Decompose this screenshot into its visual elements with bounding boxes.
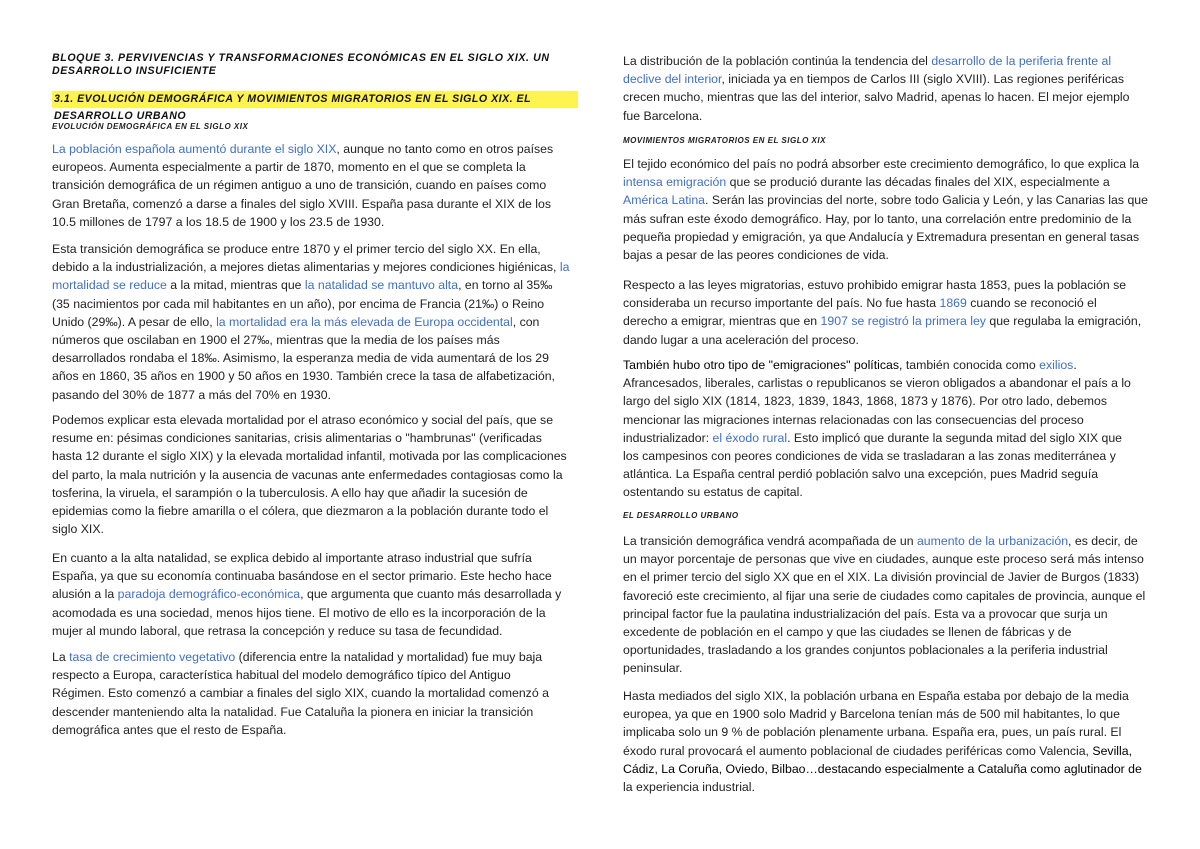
highlight-1869: 1869 [939, 296, 967, 311]
text: En cuanto a la alta natalidad, se explica debido al importante atraso industrial que sufría España, ya que su economía continuaba basándose en el sector primario. Este hecho hace alusión a la [52, 551, 552, 602]
paragraph-population-growth [52, 140, 566, 231]
text: , aunque no tanto como en otros países europeos. Aumenta especialmente a partir de 1870, momento en el que se completa la transición demográfica de un régimen antiguo a uno de transición, cuando en países como Gran Bretaña, comenzó a darse a finales del siglo XVIII. España pasa durante el XIX de los 10.5 millones de 1797 a los 18.5 de 1900 y los 23.5 de 1930. [52, 142, 554, 229]
paragraph-urbanization [623, 532, 1149, 678]
text: que regulaba la emigración, dando lugar a una aceleración del proceso. [623, 314, 1142, 347]
paragraph-high-natality [52, 549, 568, 640]
text: Podemos explicar esta elevada mortalidad por el atraso económico y social del país, que se resume en: pésimas condiciones sanitarias, crisis alimentarias o "hambrunas" (verificadas hasta 12 durante el siglo XIX) y la elevada mortalidad infantil, motivada por las complicaciones del parto, la mala nutrición y la ausencia de vacunas ante enfermedades contagiosas como la tosferina, la viruela, el sarampión o la tuberculosis. A ello hay que añadir la sucesión de epidemias como la fiebre amarilla o el cólera, que diezmaron a la población durante todo el siglo XIX. [52, 413, 567, 537]
text: , que argumenta que cuanto más desarrollada y acomodada es una sociedad, menos hijos tiene. El motivo de ello es la incorporación de la mujer al mundo laboral, que retrasa la concepción y reduce su tasa de fecundidad. [52, 587, 562, 638]
text: , iniciada ya en tiempos de Carlos III (siglo XVIII). Las regiones periféricas crecen mucho, mientras que las del interior, salvo Madrid, apenas lo hacen. El mejor ejemplo fue Barcelona. [623, 72, 1130, 123]
section-heading-highlighted: 3.1. EVOLUCIÓN DEMOGRÁFICA Y MOVIMIENTOS MIGRATORIOS EN EL SIGLO XIX. EL DESARROLLO URBANO [52, 91, 578, 108]
text: Sevilla, Cádiz, La Coruña, Oviedo, Bilbao…destacando especialmente a Cataluña como aglutinador de [623, 743, 1142, 776]
text: La [52, 650, 70, 664]
subheading-migratory-movements: MOVIMIENTOS MIGRATORIOS EN EL SIGLO XIX [623, 136, 826, 145]
highlight-urbanization-increase: aumento de la urbanización [916, 534, 1069, 548]
text: que se produció durante las décadas finales del XIX, especialmente a [726, 175, 1110, 190]
document-title: BLOQUE 3. PERVIVENCIAS Y TRANSFORMACIONES ECONÓMICAS EN EL SIGLO XIX. UN DESARROLLO INSUFICIENTE [52, 52, 550, 77]
highlight-periphery-development: desarrollo de la periferia frente al declive del interior [623, 54, 1112, 87]
highlight-vegetative-rate: tasa de crecimiento vegetativo [69, 650, 236, 664]
text: también conocida como [902, 358, 1040, 372]
highlight-population-increase: La población española aumentó durante el siglo XIX [52, 142, 337, 156]
text: cuando se reconoció el derecho a emigrar, mientras que en [623, 296, 1097, 329]
text: la experiencia industrial. [623, 780, 755, 795]
text: Respecto a las leyes migratorias, estuvo prohibido emigrar hasta 1853, pues la población se consideraba un recurso importante del país. No fue hasta [623, 278, 1127, 311]
highlight-highest-mortality: la mortalidad era la más elevada de Europa occidental [216, 314, 513, 329]
text: , es decir, de un mayor porcentaje de personas que vive en ciudades, aunque este proceso será más intenso en el primer tercio del siglo XX que en el XIX. La división provincial de Javier de Burgos (1833) favoreció este crecimiento, al fijar una serie de ciudades como capitales de provincia, aunque el principal factor fue la paulatina industrialización del país. Esta va a provocar que surja un excedente de población en el campo y que las ciudades se llenen de fábricas y de oportunidades, trasladando a los grandes conjuntos poblacionales a la periferia industrial peninsular. [623, 534, 1146, 676]
text: . Afrancesados, liberales, carlistas o republicanos se vieron obligados a abandonar el país a lo largo del siglo XIX (1814, 1823, 1839, 1843, 1868, 1873 y 1876). Por otro lado, debemos mencionar las migraciones internas relacionadas con las consecuencias del proceso industrializador: [623, 358, 1131, 445]
text: a la mitad, mientras que [166, 278, 305, 293]
highlight-exiles: exilios [1039, 358, 1074, 372]
highlight-mortality-reduced: la mortalidad se reduce [52, 260, 570, 293]
highlight-demographic-paradox: paradoja demográfico-económica [117, 587, 301, 602]
text: , con números que oscilaban en 1900 el 27‰, mientras que la media de los países más desarrollados rondaba el 18‰. Asimismo, la esperanza media de vida aumentará de los 29 años en 1860, 35 años en 1900 y 50 años en 1930. También crece la tasa de alfabetización, pasando del 30% de 1877 a más del 70% en 1930. [52, 314, 555, 402]
highlight-natality-high: la natalidad se mantuvo alta [304, 278, 459, 293]
text: . Serán las provincias del norte, sobre todo Galicia y León, y las Canarias las que más sufran este éxodo demográfico. Hay, por lo tanto, una correlación entre predominio de la pequeña propiedad y emigración, ya que Andalucía y Extremadura presentan en general tasas bajas a pesar de las peores condiciones de vida. [623, 193, 1148, 263]
text: El tejido económico del país no podrá absorber este crecimiento demográfico, lo que explica la [623, 157, 1140, 171]
text: También hubo otro tipo de "emigraciones" políticas, [623, 358, 903, 372]
paragraph-mortality-causes [52, 411, 570, 538]
paragraph-emigration [623, 155, 1149, 264]
text: . Esto implicó que durante la segunda mitad del siglo XIX que los campesinos con peores condiciones de vida se trasladaran a las zonas mediterránea y atlántica. La España central perdió población salvo una excepción, pues Madrid seguía ostentando su estatus de capital. [623, 430, 1123, 500]
text: La transición demográfica vendrá acompañada de un [623, 534, 917, 548]
highlight-latin-america: América Latina [623, 193, 706, 208]
text: La distribución de la población continúa la tendencia del [623, 54, 932, 68]
paragraph-urban-population [623, 687, 1149, 796]
highlight-rural-exodus: el éxodo rural [712, 430, 788, 445]
text: , en torno al 35‰ (35 nacimientos por cada mil habitantes en un año), por encima de Francia (21‰) o Reino Unido (29‰). A pesar de ello, [52, 278, 553, 329]
subheading-demographic-evolution: EVOLUCIÓN DEMOGRÁFICA EN EL SIGLO XIX [52, 122, 249, 131]
paragraph-demographic-transition [52, 240, 572, 404]
paragraph-vegetative-growth [52, 648, 566, 739]
paragraph-migratory-laws [623, 276, 1143, 349]
subheading-urban-development: EL DESARROLLO URBANO [623, 511, 739, 520]
highlight-intense-emigration: intensa emigración [623, 175, 727, 190]
text: Esta transición demográfica se produce entre 1870 y el primer tercio del siglo XX. En ella, debido a la industrialización, a mejores dietas alimentarias y mejores condiciones higiénicas, [52, 242, 560, 275]
highlight-1907-law: 1907 se registró la primera ley [820, 314, 986, 329]
text: (diferencia entre la natalidad y mortalidad) fue muy baja respecto a Europa, característica habitual del modelo demográfico típico del Antiguo Régimen. Esto comenzó a cambiar a finales del siglo XIX, cuando la mortalidad comenzó a descender manteniendo alta la natalidad. Fue Cataluña la pionera en iniciar la transición demográfica antes que el resto de España. [52, 650, 549, 737]
text: Hasta mediados del siglo XIX, la población urbana en España estaba por debajo de la media europea, ya que en 1900 solo Madrid y Barcelona tenían más de 500 mil habitantes, lo que implicaba solo un 9 % de población plenamente urbana. España era, pues, un país rural. El éxodo rural provocará el aumento poblacional de ciudades periféricas como Valencia, [623, 689, 1129, 758]
paragraph-political-exile [623, 356, 1135, 502]
paragraph-periphery-distribution [623, 52, 1149, 125]
